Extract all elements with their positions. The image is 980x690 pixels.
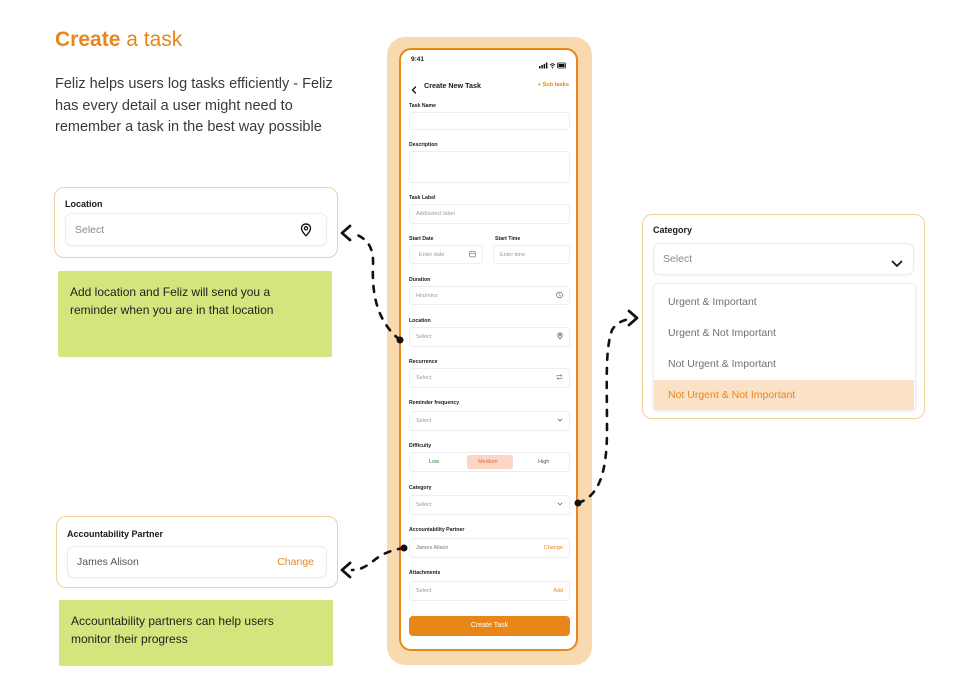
create-task-button[interactable]: Create Task bbox=[409, 616, 570, 636]
category-arrowhead bbox=[629, 311, 637, 325]
reminder-placeholder: Select bbox=[416, 418, 432, 424]
partner-note bbox=[59, 600, 333, 666]
task-name-input[interactable] bbox=[409, 112, 570, 130]
category-select-mini[interactable] bbox=[409, 495, 570, 515]
category-option[interactable]: Urgent & Important bbox=[668, 296, 757, 308]
status-icons bbox=[539, 56, 567, 74]
heading-bold: Create bbox=[55, 28, 121, 51]
start-time-placeholder: Enter time bbox=[500, 251, 526, 258]
attachments-input[interactable] bbox=[409, 581, 570, 601]
location-note bbox=[58, 271, 332, 357]
category-dropdown-list bbox=[653, 283, 916, 411]
category-option[interactable]: Not Urgent & Important bbox=[668, 358, 776, 370]
partner-name: James Alison bbox=[77, 556, 139, 568]
recurrence-input[interactable] bbox=[409, 368, 570, 388]
location-placeholder: Select bbox=[416, 334, 432, 340]
chevron-down-icon bbox=[557, 502, 563, 508]
task-label-input[interactable] bbox=[409, 204, 570, 224]
location-callout-card bbox=[54, 187, 338, 258]
duration-label: Duration bbox=[409, 277, 431, 283]
category-callout-card bbox=[642, 214, 925, 419]
calendar-icon bbox=[469, 250, 476, 259]
phone-screen bbox=[399, 48, 578, 651]
partner-value: James Alison bbox=[416, 545, 449, 551]
location-note-text: Add location and Feliz will send you a reminder when you are in that location bbox=[70, 285, 274, 317]
attachments-add-link[interactable]: Add bbox=[553, 588, 563, 594]
difficulty-label: Difficulty bbox=[409, 443, 432, 449]
reminder-label: Reminder frequency bbox=[409, 400, 460, 406]
partner-arrowhead bbox=[342, 563, 350, 577]
recurrence-placeholder: Select bbox=[416, 375, 432, 381]
start-date-placeholder: Enter date bbox=[419, 251, 445, 258]
location-label: Location bbox=[409, 318, 431, 324]
task-name-label: Task Name bbox=[409, 103, 437, 109]
category-select[interactable] bbox=[653, 243, 914, 275]
start-date-input[interactable] bbox=[409, 245, 483, 264]
location-card-title: Location bbox=[65, 199, 103, 209]
reminder-select[interactable] bbox=[409, 411, 570, 431]
heading-rest: a task bbox=[126, 28, 183, 51]
page-heading bbox=[55, 28, 182, 52]
subtasks-link[interactable]: + Sub tasks bbox=[537, 82, 569, 88]
description-input[interactable] bbox=[409, 151, 570, 183]
location-arrowhead bbox=[342, 226, 350, 240]
partner-field[interactable] bbox=[67, 546, 327, 578]
duration-input[interactable] bbox=[409, 286, 570, 305]
category-placeholder: Select bbox=[416, 502, 432, 508]
status-time: 9:41 bbox=[411, 56, 425, 63]
partner-change-link-mini[interactable]: Change bbox=[543, 545, 563, 551]
category-option-selected[interactable]: Not Urgent & Not Important bbox=[654, 380, 914, 410]
partner-change-link[interactable]: Change bbox=[277, 556, 314, 568]
attachments-label: Attachments bbox=[409, 570, 441, 576]
task-label-placeholder: Add/select label bbox=[416, 211, 455, 217]
difficulty-low[interactable]: Low bbox=[429, 459, 440, 465]
chevron-down-icon bbox=[557, 418, 563, 424]
start-time-label: Start Time bbox=[495, 236, 521, 242]
start-date-label: Start Date bbox=[409, 236, 434, 242]
partner-label: Accountability Partner bbox=[409, 527, 465, 533]
category-label: Category bbox=[409, 485, 432, 491]
category-card-title: Category bbox=[653, 225, 693, 235]
location-select-placeholder: Select bbox=[75, 224, 105, 236]
start-time-input[interactable] bbox=[493, 245, 570, 264]
category-option[interactable]: Urgent & Not Important bbox=[668, 327, 776, 339]
back-icon[interactable] bbox=[411, 81, 417, 99]
partner-input[interactable] bbox=[409, 538, 570, 558]
location-select[interactable] bbox=[65, 213, 327, 246]
intro-text: Feliz helps users log tasks efficiently - Feliz has every detail a user might need to remember a task in the best way possible bbox=[55, 76, 333, 135]
partner-note-text: Accountability partners can help users monitor their progress bbox=[71, 614, 274, 646]
partner-card-title: Accountability Partner bbox=[67, 529, 164, 539]
location-pin-icon bbox=[300, 223, 312, 242]
difficulty-medium[interactable]: Medium bbox=[478, 459, 498, 465]
difficulty-high[interactable]: High bbox=[538, 459, 550, 465]
description-label: Description bbox=[409, 142, 438, 148]
recurrence-label: Recurrence bbox=[409, 359, 438, 365]
task-label-label: Task Label bbox=[409, 195, 436, 201]
partner-callout-card bbox=[56, 516, 338, 588]
chevron-down-icon bbox=[891, 255, 903, 273]
screen-title: Create New Task bbox=[424, 81, 481, 90]
clock-icon bbox=[556, 291, 563, 300]
location-input[interactable] bbox=[409, 327, 570, 347]
location-pin-icon bbox=[557, 333, 563, 342]
attachments-placeholder: Select bbox=[416, 588, 432, 594]
repeat-icon bbox=[556, 374, 563, 382]
difficulty-segmented bbox=[409, 452, 570, 472]
duration-placeholder: Hrs/mins bbox=[416, 292, 438, 299]
category-select-placeholder: Select bbox=[663, 253, 693, 265]
